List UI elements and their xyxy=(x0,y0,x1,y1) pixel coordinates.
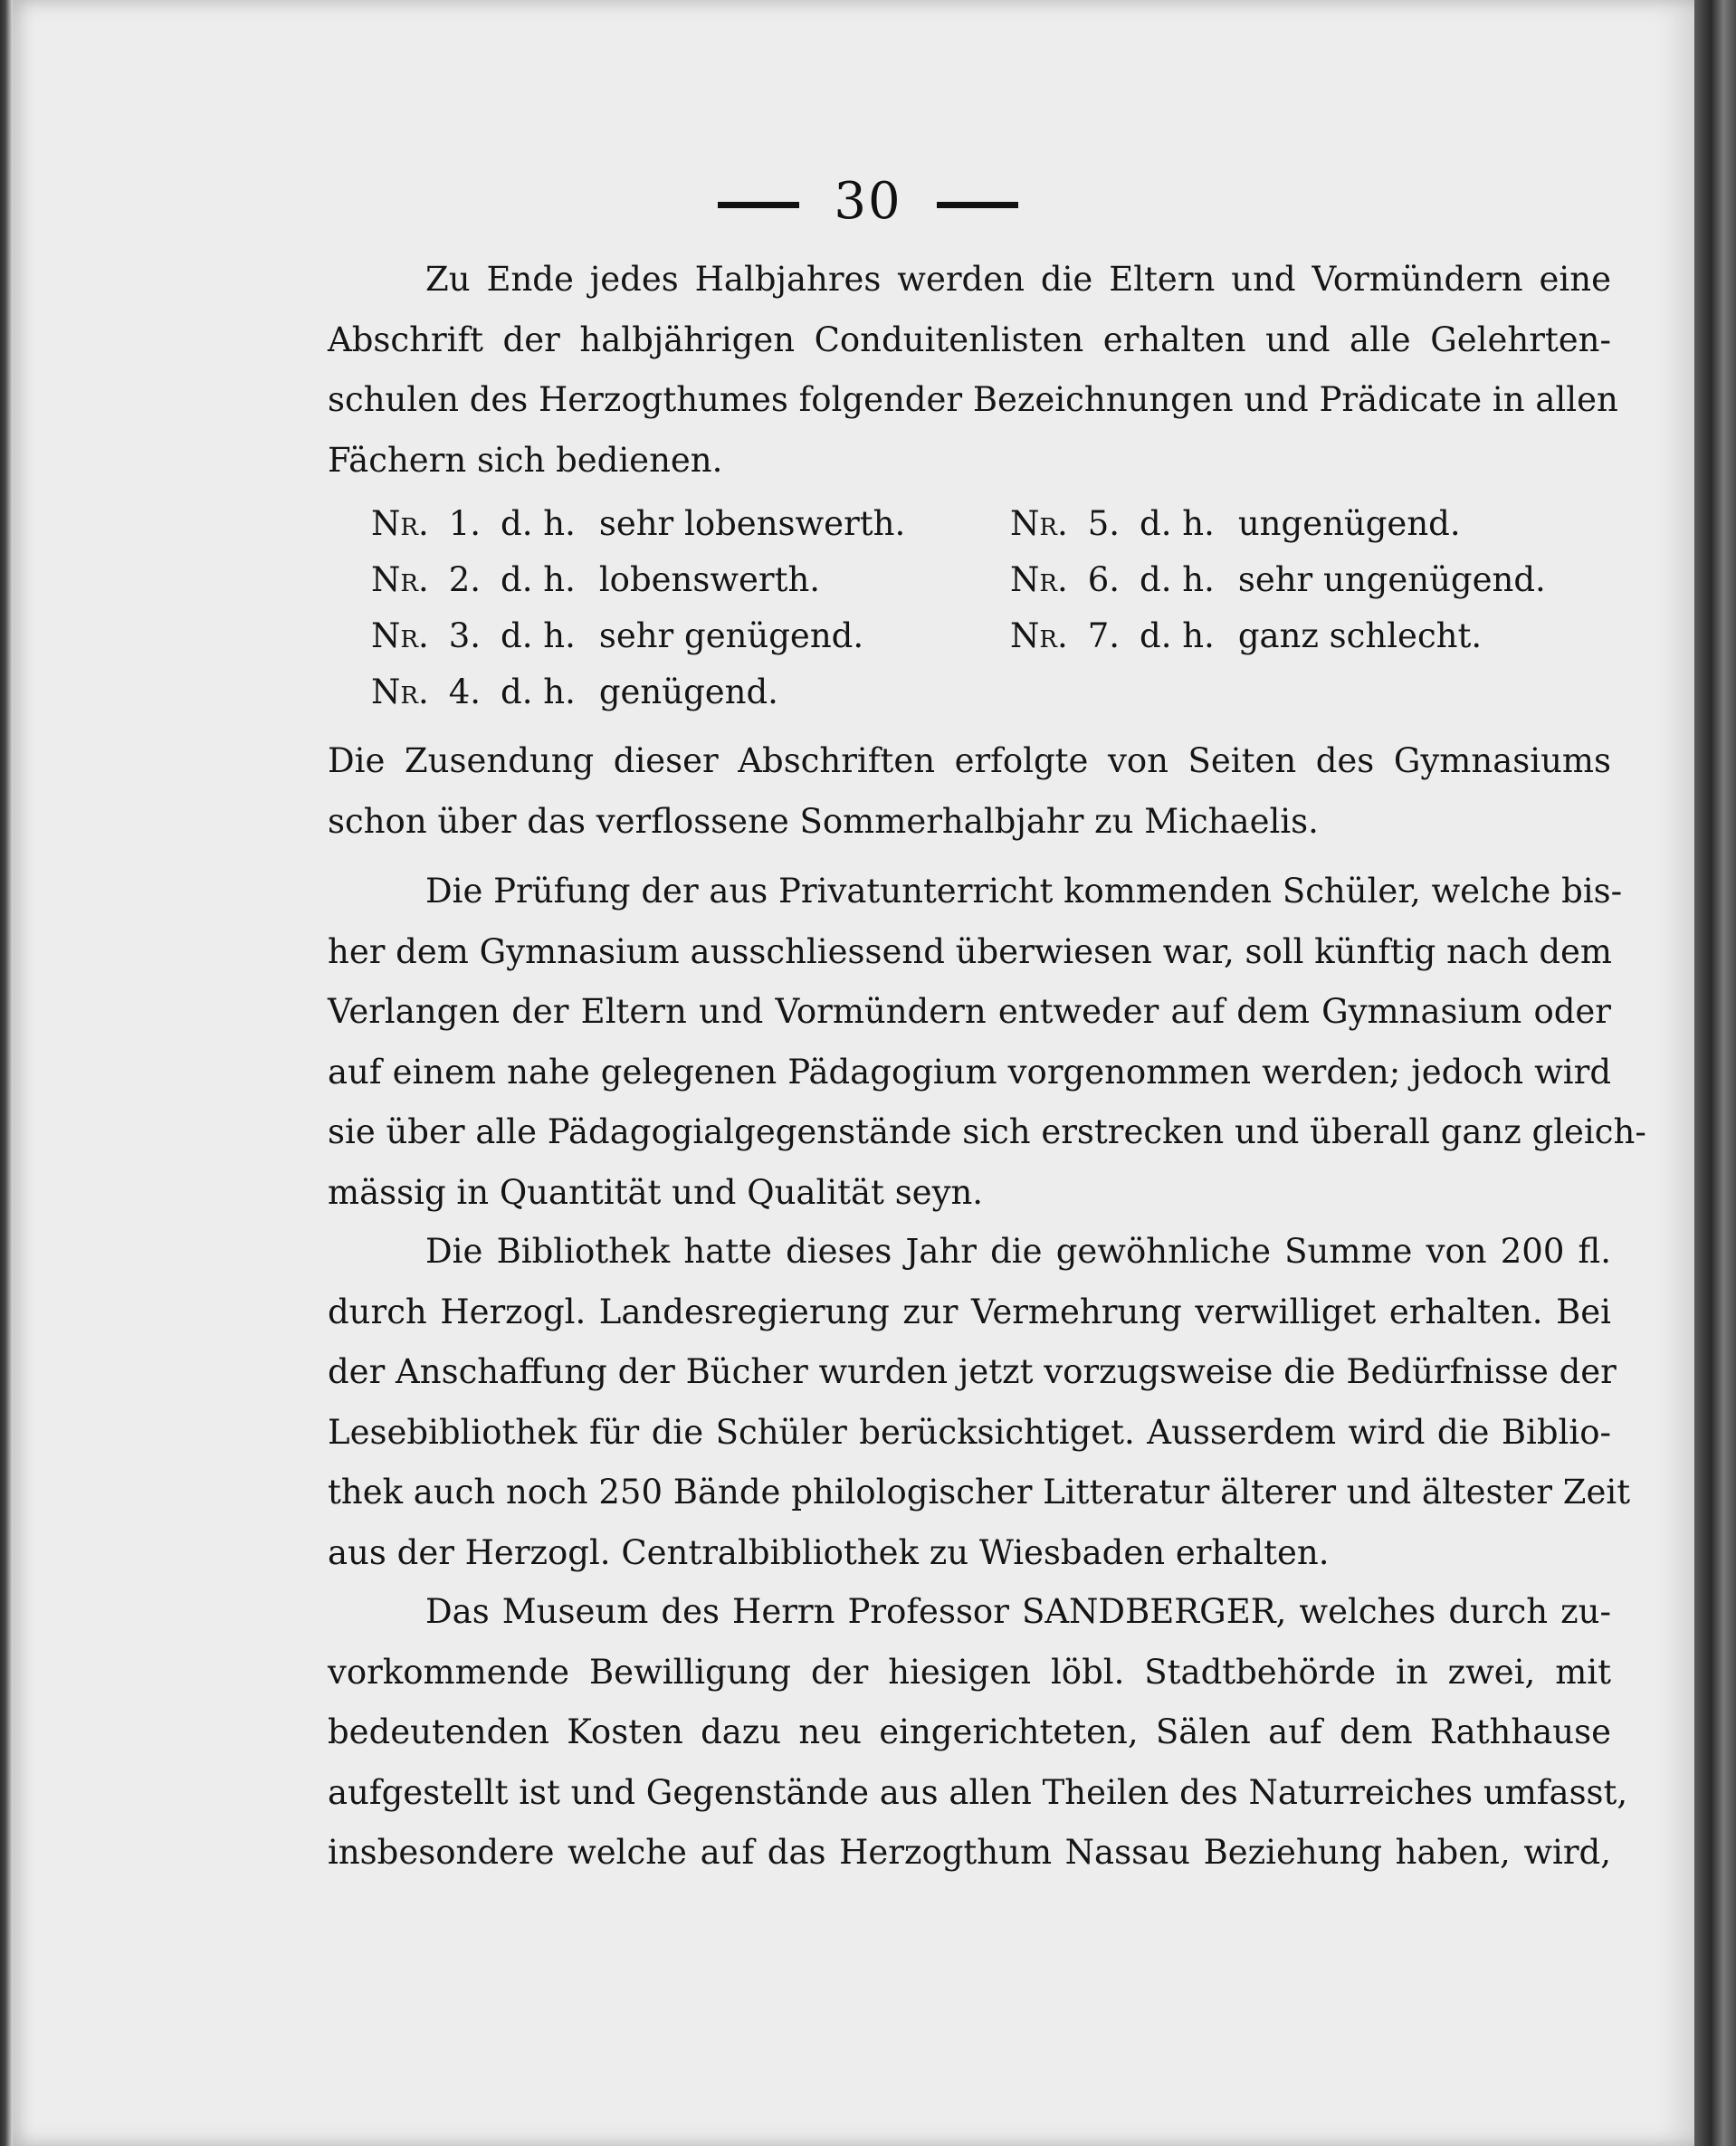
text-line: der Anschaffung der Bücher wurden jetzt vorzugsweise die Bedürfnisse der xyxy=(328,1352,1617,1391)
paragraph-grading-intro xyxy=(328,250,1618,491)
grade-item: Nr. 6. d. h. sehr ungenügend. xyxy=(1010,560,1546,599)
text-line: auf einem nahe gelegenen Pädagogium vorgenommen werden; jedoch wird xyxy=(328,1052,1611,1092)
grade-item: Nr. 1. d. h. sehr lobenswerth. xyxy=(371,504,906,543)
paragraph-dispatch xyxy=(328,731,1611,852)
grade-item: Nr. 5. d. h. ungenügend. xyxy=(1010,504,1461,543)
grade-item: Nr. 3. d. h. sehr genügend. xyxy=(371,616,864,655)
text-line: Die Zusendung dieser Abschriften erfolgte von Seiten des Gymnasiums xyxy=(328,741,1611,780)
paragraph-museum xyxy=(328,1582,1628,1884)
text-line: sie über alle Pädagogialgegenstände sich erstrecken und überall ganz gleich- xyxy=(328,1112,1646,1151)
text-line: Verlangen der Eltern und Vormündern entweder auf dem Gymnasium oder xyxy=(328,992,1611,1031)
text-line: mässig in Quantität und Qualität seyn. xyxy=(328,1172,984,1212)
text-line: Das Museum des Herrn Professor SANDBERGER, welches durch zu- xyxy=(425,1592,1611,1631)
book-gutter xyxy=(1694,0,1736,2146)
paragraph-library xyxy=(328,1222,1631,1583)
header-dash-right xyxy=(937,202,1018,208)
text-line: Die Prüfung der aus Privatunterricht kommenden Schüler, welche bis- xyxy=(425,872,1623,911)
text-line: durch Herzogl. Landesregierung zur Vermehrung verwilliget erhalten. Bei xyxy=(328,1292,1611,1331)
text-line: Zu Ende jedes Halbjahres werden die Eltern und Vormündern eine xyxy=(425,260,1611,299)
paragraph-examination xyxy=(328,862,1646,1223)
text-line: Fächern sich bedienen. xyxy=(328,440,723,480)
text-line: schon über das verflossene Sommerhalbjahr zu Michaelis. xyxy=(328,801,1319,841)
text-line: thek auch noch 250 Bände philologischer Litteratur älterer und ältester Zeit xyxy=(328,1473,1631,1512)
header-dash-left xyxy=(718,202,799,208)
page-number: 30 xyxy=(834,172,902,231)
text-line: Die Bibliothek hatte dieses Jahr die gewöhnliche Summe von 200 fl. xyxy=(425,1232,1611,1271)
text-line: aus der Herzogl. Centralbibliothek zu Wiesbaden erhalten. xyxy=(328,1532,1330,1572)
text-line: her dem Gymnasium ausschliessend überwiesen war, soll künftig nach dem xyxy=(328,931,1612,971)
text-line: bedeutenden Kosten dazu neu eingerichteten, Sälen auf dem Rathhause xyxy=(328,1712,1611,1751)
text-line: insbesondere welche auf das Herzogthum Nassau Beziehung haben, wird, xyxy=(328,1833,1611,1872)
text-line: schulen des Herzogthumes folgender Bezeichnungen und Prädicate in allen xyxy=(328,380,1618,419)
text-line: Abschrift der halbjährigen Conduitenlisten erhalten und alle Gelehrten- xyxy=(328,320,1611,359)
grade-item: Nr. 4. d. h. genügend. xyxy=(371,672,778,711)
grade-item: Nr. 2. d. h. lobenswerth. xyxy=(371,560,821,599)
text-line: Lesebibliothek für die Schüler berücksichtiget. Ausserdem wird die Biblio- xyxy=(328,1412,1611,1452)
page-header xyxy=(0,172,1736,231)
text-line: aufgestellt ist und Gegenstände aus allen Theilen des Naturreiches umfasst, xyxy=(328,1772,1628,1812)
grade-item: Nr. 7. d. h. ganz schlecht. xyxy=(1010,616,1483,655)
text-line: vorkommende Bewilligung der hiesigen löbl. Stadtbehörde in zwei, mit xyxy=(328,1652,1611,1692)
